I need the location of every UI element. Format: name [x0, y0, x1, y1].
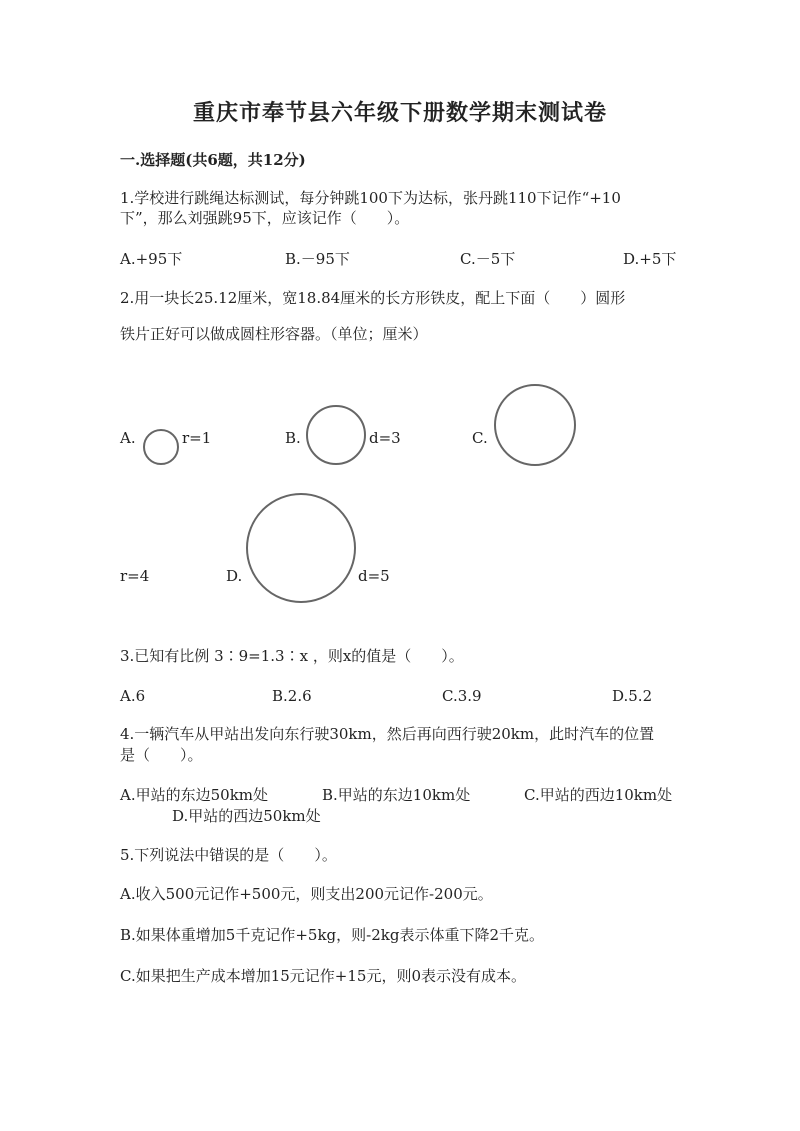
q4-stem-line2: 是（ ）。 [120, 746, 203, 764]
q2-option-c-measure: r=4 [120, 567, 150, 585]
q3-option-a: A.6 [120, 687, 146, 705]
q4-option-d: D.甲站的西边50km处 [172, 807, 321, 825]
q1-option-b: B.－95下 [285, 250, 350, 268]
q5-stem: 5.下列说法中错误的是（ ）。 [120, 846, 337, 864]
q2-option-a-measure: r=1 [182, 429, 212, 447]
q2-circle-a [143, 429, 179, 465]
q5-option-a: A.收入500元记作+500元，则支出200元记作-200元。 [120, 885, 493, 903]
q2-stem-line2: 铁片正好可以做成圆柱形容器。（单位；厘米） [120, 325, 428, 343]
q4-option-a: A.甲站的东边50km处 [120, 786, 269, 804]
q1-stem-line1: 1.学校进行跳绳达标测试，每分钟跳100下为达标，张丹跳110下记作“+10 [120, 189, 621, 207]
q2-option-d-measure: d=5 [358, 567, 390, 585]
q2-circle-d [246, 493, 356, 603]
q5-option-c: C.如果把生产成本增加15元记作+15元，则0表示没有成本。 [120, 967, 526, 985]
q1-stem-line2: 下”，那么刘强跳95下，应该记作（ ）。 [120, 209, 410, 227]
q1-option-c: C.－5下 [460, 250, 516, 268]
q3-stem: 3.已知有比例 3∶9=1.3∶x ，则x的值是（ ）。 [120, 647, 464, 665]
q2-option-b-measure: d=3 [369, 429, 401, 447]
q5-option-b: B.如果体重增加5千克记作+5kg，则-2kg表示体重下降2千克。 [120, 926, 544, 944]
section-heading: 一.选择题(共6题，共12分) [120, 151, 306, 169]
q4-option-b: B.甲站的东边10km处 [322, 786, 471, 804]
q3-option-c: C.3.9 [442, 687, 482, 705]
q4-stem-line1: 4.一辆汽车从甲站出发向东行驶30km，然后再向西行驶20km，此时汽车的位置 [120, 725, 655, 743]
q3-option-b: B.2.6 [272, 687, 312, 705]
page-title: 重庆市奉节县六年级下册数学期末测试卷 [192, 100, 607, 126]
q3-option-d: D.5.2 [612, 687, 653, 705]
q1-option-a: A.+95下 [120, 250, 183, 268]
q2-option-d-label: D. [226, 567, 243, 585]
q1-option-d: D.+5下 [623, 250, 677, 268]
q2-circle-c [494, 384, 576, 466]
q2-option-c-label: C. [472, 429, 488, 447]
q2-option-b-label: B. [285, 429, 301, 447]
q2-option-a-label: A. [120, 429, 136, 447]
q4-option-c: C.甲站的西边10km处 [524, 786, 673, 804]
q2-stem-line1: 2.用一块长25.12厘米，宽18.84厘米的长方形铁皮，配上下面（ ）圆形 [120, 289, 626, 307]
q2-circle-b [306, 405, 366, 465]
